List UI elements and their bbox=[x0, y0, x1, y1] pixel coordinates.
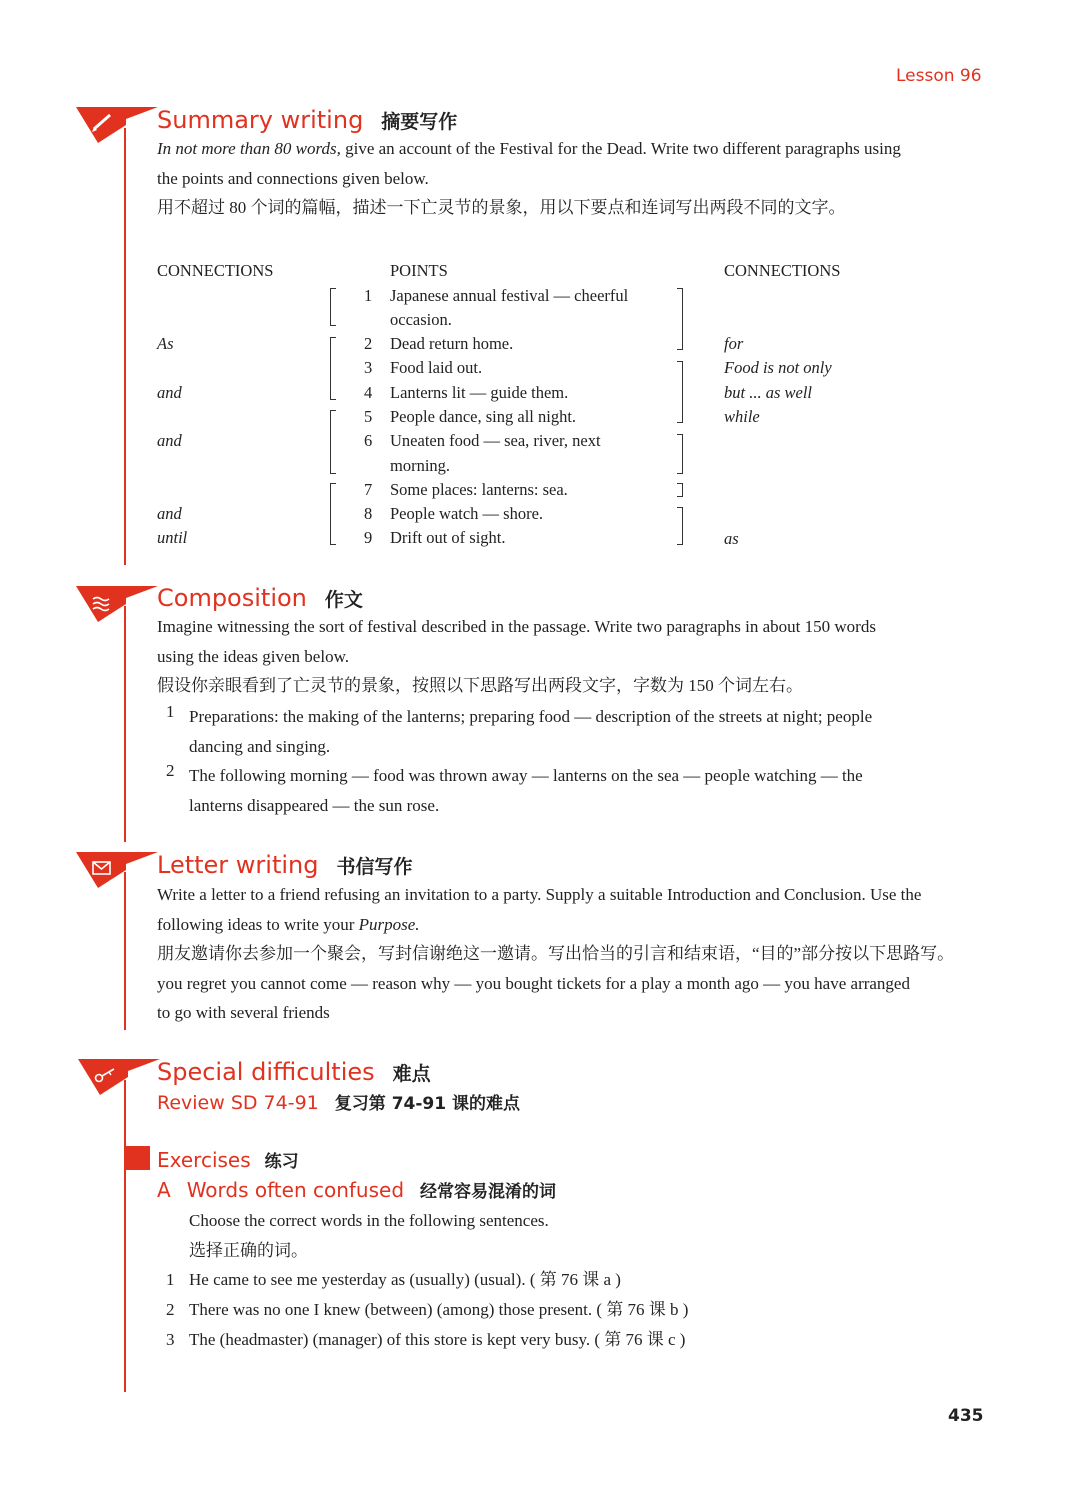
letter-line2-italic: Purpose. bbox=[358, 914, 420, 934]
composition-item-line2: lanterns disappeared — the sun rose. bbox=[189, 795, 440, 815]
point-number: 9 bbox=[364, 528, 373, 547]
left-connection: As bbox=[157, 334, 174, 353]
header-connections-left: CONNECTIONS bbox=[157, 261, 274, 280]
group-bracket bbox=[677, 507, 683, 545]
composition-item bbox=[189, 761, 989, 820]
group-bracket bbox=[677, 483, 683, 497]
section-rule bbox=[124, 606, 126, 842]
point-text: Drift out of sight. bbox=[390, 528, 506, 547]
exercise-a-letter: A bbox=[157, 1178, 171, 1202]
group-bracket bbox=[330, 337, 336, 400]
right-connection: as bbox=[724, 529, 739, 548]
right-connection: for bbox=[724, 334, 744, 353]
point-number: 6 bbox=[364, 431, 373, 450]
point-text: Food laid out. bbox=[390, 358, 483, 377]
letter-line4: to go with several friends bbox=[157, 1003, 330, 1022]
point-text: morning. bbox=[390, 456, 451, 475]
exercise-item-number: 3 bbox=[166, 1330, 175, 1349]
summary-title: Summary writing bbox=[157, 106, 364, 134]
special-title-cn: 难点 bbox=[392, 1063, 431, 1085]
exercise-item: He came to see me yesterday as (usually) (usual). ( 第 76 课 a ) bbox=[189, 1270, 621, 1289]
right-connection: but ... as well bbox=[724, 383, 813, 402]
exercise-a-instructions bbox=[189, 1206, 969, 1265]
point-text: Lanterns lit — guide them. bbox=[390, 383, 569, 402]
group-bracket bbox=[330, 288, 336, 326]
summary-instruction-cn: 用不超过 80 个词的篇幅，描述一下亡灵节的景象，用以下要点和连词写出两段不同的文字。 bbox=[157, 198, 846, 217]
letter-line-cn: 朋友邀请你去参加一个聚会，写封信谢绝这一邀请。写出恰当的引言和结束语，“目的”部分按以下思路写。 bbox=[157, 944, 955, 963]
exercise-instruction-cn: 选择正确的词。 bbox=[189, 1240, 308, 1260]
group-bracket bbox=[330, 410, 336, 474]
exercises-heading bbox=[157, 1147, 299, 1172]
section-heading-composition bbox=[157, 584, 363, 612]
group-bracket bbox=[677, 288, 683, 350]
composition-item-number: 2 bbox=[166, 761, 175, 780]
composition-item bbox=[189, 702, 989, 761]
composition-line2: using the ideas given below. bbox=[157, 646, 349, 666]
composition-item-number: 1 bbox=[166, 702, 175, 721]
point-number: 5 bbox=[364, 407, 373, 426]
composition-line-cn: 假设你亲眼看到了亡灵节的景象，按照以下思路写出两段文字，字数为 150 个词左右。 bbox=[157, 676, 803, 695]
group-bracket bbox=[677, 434, 683, 474]
exercise-item-number: 1 bbox=[166, 1270, 175, 1289]
summary-instruction-rest: give an account of the Festival for the Dead. Write two different paragraphs using bbox=[340, 139, 901, 158]
composition-item-line2: dancing and singing. bbox=[189, 736, 331, 756]
point-number: 2 bbox=[364, 334, 373, 353]
summary-instruction-line2: the points and connections given below. bbox=[157, 168, 429, 188]
summary-title-cn: 摘要写作 bbox=[381, 111, 458, 133]
summary-instructions bbox=[157, 134, 987, 223]
point-text: People watch — shore. bbox=[390, 504, 544, 523]
point-text: People dance, sing all night. bbox=[390, 407, 577, 426]
exercises-title-cn: 练习 bbox=[264, 1152, 299, 1172]
point-number: 7 bbox=[364, 480, 373, 499]
exercises-title: Exercises bbox=[157, 1148, 251, 1172]
waves-icon bbox=[76, 586, 158, 626]
exercises-marker bbox=[124, 1146, 150, 1170]
exercise-item: There was no one I knew (between) (among) those present. ( 第 76 课 b ) bbox=[189, 1300, 689, 1319]
exercise-instruction: Choose the correct words in the following sentences. bbox=[189, 1211, 549, 1230]
point-text: Japanese annual festival — cheerful bbox=[390, 286, 629, 305]
section-heading-letter bbox=[157, 851, 413, 879]
point-number: 1 bbox=[364, 286, 373, 305]
exercise-item: The (headmaster) (manager) of this store is kept very busy. ( 第 76 课 c ) bbox=[189, 1330, 686, 1349]
section-heading-summary bbox=[157, 106, 457, 134]
section-heading-special bbox=[157, 1058, 431, 1086]
point-text: Uneaten food — sea, river, next bbox=[390, 431, 601, 450]
composition-title: Composition bbox=[157, 584, 307, 612]
composition-title-cn: 作文 bbox=[324, 589, 363, 611]
envelope-icon bbox=[76, 852, 158, 892]
point-text: occasion. bbox=[390, 310, 452, 329]
left-connection: and bbox=[157, 504, 182, 523]
exercise-a-title: Words often confused bbox=[186, 1178, 405, 1202]
exercise-item-number: 2 bbox=[166, 1300, 175, 1319]
letter-line1: Write a letter to a friend refusing an invitation to a party. Supply a suitable Introduction and Conclusion. Use the bbox=[157, 885, 922, 904]
point-number: 8 bbox=[364, 504, 373, 523]
special-review bbox=[157, 1089, 520, 1114]
review-label: Review SD 74-91 bbox=[157, 1092, 319, 1114]
left-connection: until bbox=[157, 528, 188, 547]
right-connection: Food is not only bbox=[724, 358, 832, 377]
letter-line2-pre: following ideas to write your bbox=[157, 914, 359, 934]
review-label-cn: 复习第 74-91 课的难点 bbox=[334, 1094, 520, 1114]
point-text: Some places: lanterns: sea. bbox=[390, 480, 568, 499]
group-bracket bbox=[330, 483, 336, 545]
header-connections-right: CONNECTIONS bbox=[724, 261, 841, 280]
section-rule bbox=[124, 1080, 126, 1392]
composition-line1: Imagine witnessing the sort of festival described in the passage. Write two paragraphs in about 150 words bbox=[157, 617, 876, 636]
point-number: 3 bbox=[364, 358, 373, 377]
letter-instructions bbox=[157, 880, 997, 1028]
group-bracket bbox=[677, 361, 683, 423]
summary-instruction-italic: In not more than 80 words, bbox=[157, 139, 341, 158]
letter-title: Letter writing bbox=[157, 851, 319, 879]
point-text: Dead return home. bbox=[390, 334, 514, 353]
key-icon bbox=[78, 1059, 160, 1099]
section-rule bbox=[124, 872, 126, 1030]
pen-icon bbox=[76, 107, 158, 147]
section-rule bbox=[124, 128, 126, 565]
exercise-a-heading bbox=[157, 1177, 556, 1202]
letter-title-cn: 书信写作 bbox=[336, 856, 413, 878]
letter-line3: you regret you cannot come — reason why — you bought tickets for a play a month ago — you have arranged bbox=[157, 973, 910, 993]
composition-item-line1: The following morning — food was thrown away — lanterns on the sea — people watching — the bbox=[189, 766, 863, 785]
right-connection: while bbox=[724, 407, 760, 426]
left-connection: and bbox=[157, 431, 182, 450]
exercise-a-title-cn: 经常容易混淆的词 bbox=[420, 1182, 557, 1202]
lesson-label: Lesson 96 bbox=[896, 66, 982, 86]
point-number: 4 bbox=[364, 383, 373, 402]
composition-item-line1: Preparations: the making of the lanterns; preparing food — description of the streets at night; people bbox=[189, 707, 873, 726]
composition-instructions bbox=[157, 612, 987, 701]
page-number: 435 bbox=[948, 1406, 984, 1426]
header-points: POINTS bbox=[390, 261, 448, 280]
special-title: Special difficulties bbox=[157, 1058, 375, 1086]
left-connection: and bbox=[157, 383, 182, 402]
